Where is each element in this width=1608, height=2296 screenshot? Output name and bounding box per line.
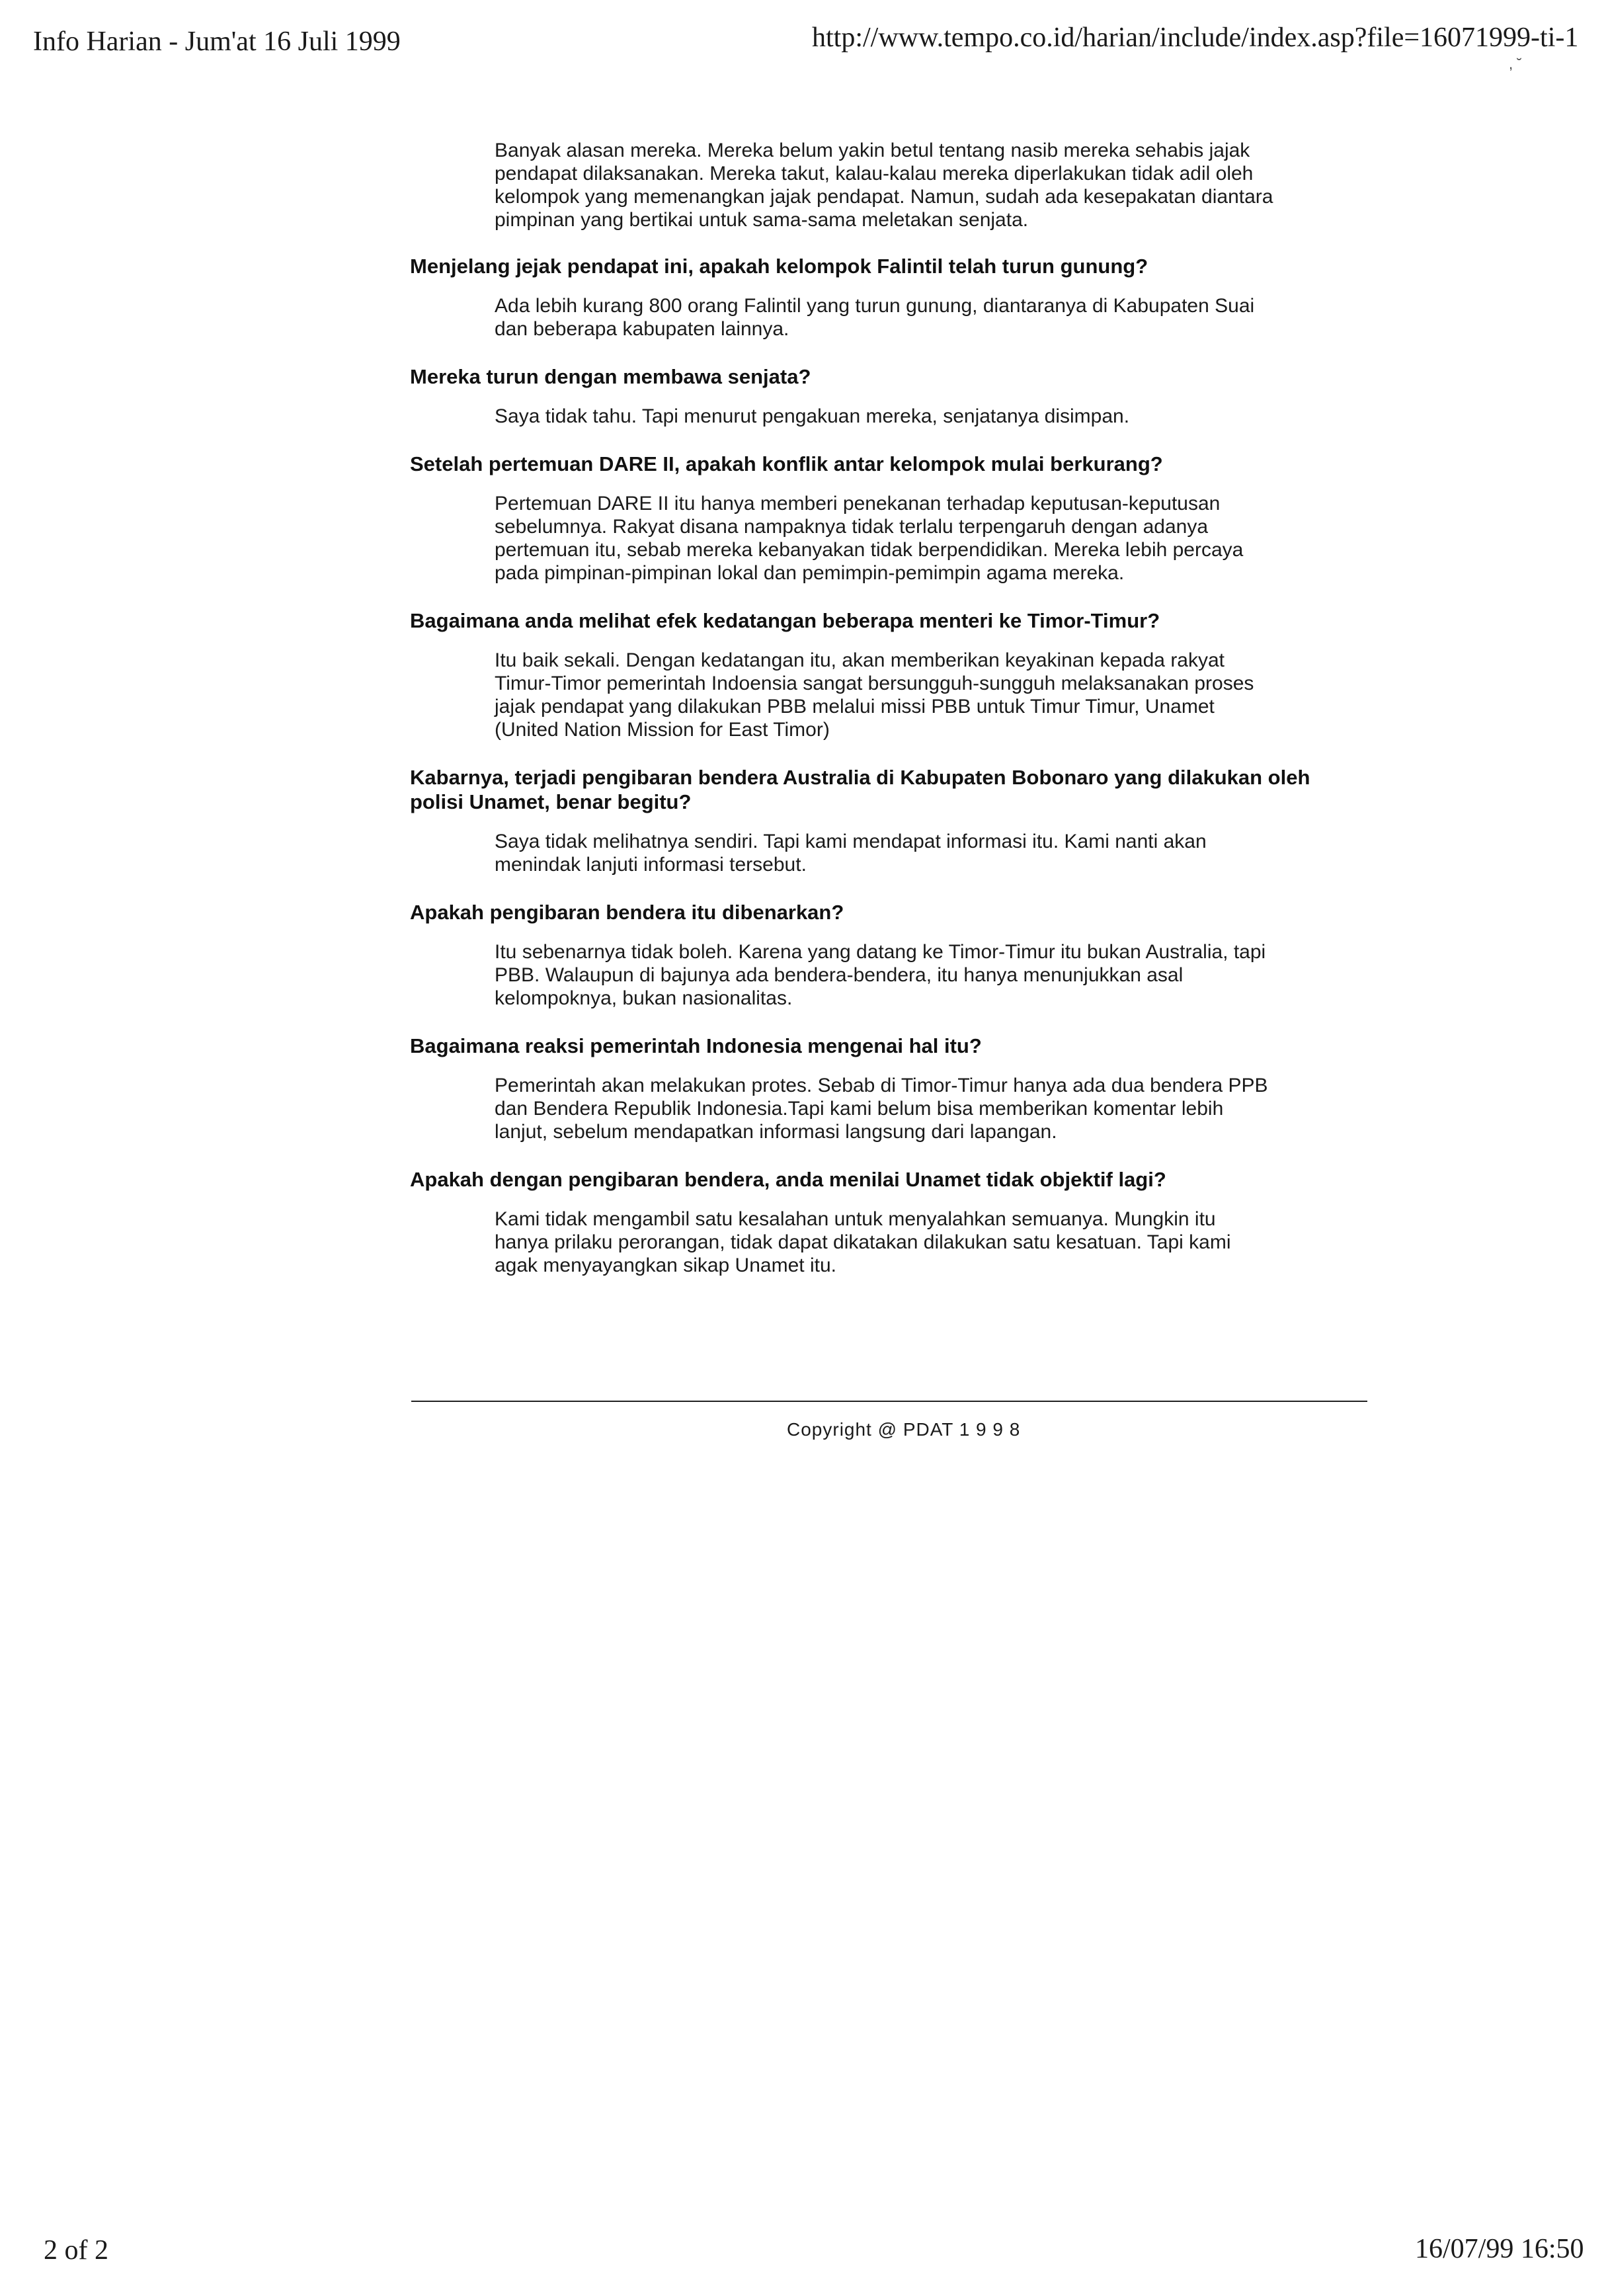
qa-item — [410, 1034, 1362, 1143]
print-timestamp: 16/07/99 16:50 — [1415, 2234, 1584, 2264]
article-body — [410, 139, 1362, 1301]
question: Apakah dengan pengibaran bendera, anda menilai Unamet tidak objektif lagi? — [410, 1168, 1166, 1191]
answer: Pertemuan DARE II itu hanya memberi penekanan terhadap keputusan-keputusan sebelumnya. Rakyat disana nampaknya tidak terlalu terpengaruh dengan adanya pertemuan itu, sebab mereka kebanyakan tidak berpendidikan. Mereka lebih percaya pada pimpinan-pimpinan lokal dan pemimpin-pemimpin agama mereka. — [495, 493, 1244, 584]
horizontal-divider — [411, 1401, 1367, 1402]
copyright-notice: Copyright @ PDAT 1 9 9 8 — [787, 1419, 1021, 1440]
question: Bagaimana reaksi pemerintah Indonesia mengenai hal itu? — [410, 1034, 982, 1057]
answer: Ada lebih kurang 800 orang Falintil yang turun gunung, diantaranya di Kabupaten Suai dan beberapa kabupaten lainnya. — [495, 295, 1255, 340]
print-header-title: Info Harian - Jum'at 16 Juli 1999 — [33, 26, 401, 57]
question: Apakah pengibaran bendera itu dibenarkan? — [410, 901, 844, 924]
question: Setelah pertemuan DARE II, apakah konflik antar kelompok mulai berkurang? — [410, 452, 1163, 475]
answer: Kami tidak mengambil satu kesalahan untuk menyalahkan semuanya. Mungkin itu hanya prilaku perorangan, tidak dapat dikatakan dilakukan satu kesatuan. Tapi kami agak menyayangkan sikap Unamet itu. — [495, 1208, 1231, 1276]
answer: Saya tidak melihatnya sendiri. Tapi kami mendapat informasi itu. Kami nanti akan menindak lanjuti informasi tersebut. — [495, 831, 1207, 876]
qa-item — [410, 254, 1362, 341]
question: Bagaimana anda melihat efek kedatangan beberapa menteri ke Timor-Timur? — [410, 609, 1160, 632]
qa-item — [410, 364, 1362, 428]
qa-item — [410, 900, 1362, 1010]
qa-item — [410, 765, 1362, 876]
qa-item — [410, 452, 1362, 585]
answer: Itu baik sekali. Dengan kedatangan itu, akan memberikan keyakinan kepada rakyat Timur-Timor pemerintah Indoensia sangat bersungguh-sungguh melaksanakan proses jajak pendapat yang dilakukan PBB melalui missi PBB untuk Timur Timur, Unamet (United Nation Mission for East Timor) — [495, 649, 1254, 741]
question: Menjelang jejak pendapat ini, apakah kelompok Falintil telah turun gunung? — [410, 255, 1148, 278]
answer: Itu sebenarnya tidak boleh. Karena yang datang ke Timor-Timur itu bukan Australia, tapi PBB. Walaupun di bajunya ada bendera-bendera, itu hanya menunjukkan asal kelompoknya, bukan nasionalitas. — [495, 941, 1266, 1009]
question: Kabarnya, terjadi pengibaran bendera Australia di Kabupaten Bobonaro yang dilakukan oleh polisi Unamet, benar begitu? — [410, 766, 1310, 813]
answer: Saya tidak tahu. Tapi menurut pengakuan mereka, senjatanya disimpan. — [495, 405, 1130, 427]
qa-item — [410, 1167, 1362, 1277]
qa-item — [410, 608, 1362, 741]
question: Mereka turun dengan membawa senjata? — [410, 365, 811, 388]
page-count: 2 of 2 — [44, 2235, 108, 2266]
answer: Pemerintah akan melakukan protes. Sebab di Timor-Timur hanya ada dua bendera PPB dan Bendera Republik Indonesia.Tapi kami belum bisa memberikan komentar lebih lanjut, sebelum mendapatkan informasi langsung dari lapangan. — [495, 1075, 1268, 1143]
intro-answer: Banyak alasan mereka. Mereka belum yakin betul tentang nasib mereka sehabis jajak pendapat dilaksanakan. Mereka takut, kalau-kalau mereka diperlakukan tidak adil oleh kelompok yang memenangkan jajak pendapat. Namun, sudah ada kesepakatan diantara pimpinan yang bertikai untuk sama-sama meletakan senjata. — [495, 140, 1273, 231]
scan-artifact: , ˘ — [1509, 56, 1522, 72]
print-header-url: http://www.tempo.co.id/harian/include/index.asp?file=16071999-ti-1 — [812, 22, 1579, 53]
